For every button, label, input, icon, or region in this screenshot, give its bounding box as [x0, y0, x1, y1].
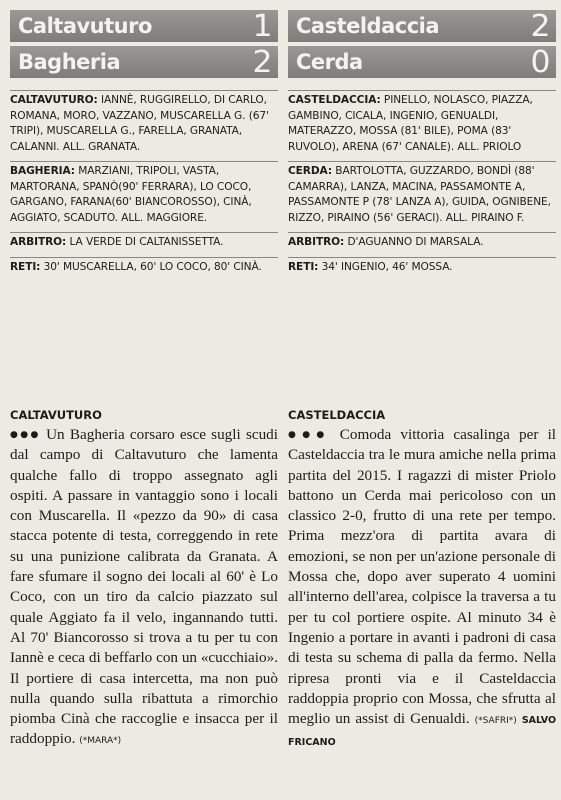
- away-lineup-label: BAGHERIA:: [10, 165, 75, 177]
- away-team-name: Cerda: [296, 50, 363, 74]
- away-lineup: [288, 162, 556, 226]
- home-team-score: 1: [252, 8, 273, 44]
- away-team-score: 2: [252, 44, 273, 80]
- referee-label: ARBITRO:: [288, 236, 345, 248]
- article-credit: (*SAFRI*): [474, 716, 517, 727]
- goals: [288, 258, 556, 276]
- scoreboard-away-row: [288, 46, 556, 78]
- referee-label: ARBITRO:: [10, 236, 67, 248]
- bullet-dots-icon: ●●●: [10, 430, 41, 440]
- article-heading: CALTAVUTURO: [10, 408, 102, 422]
- goals-text: 34' INGENIO, 46' MOSSA.: [321, 260, 453, 273]
- goals-label: RETI:: [10, 260, 41, 273]
- referee: [288, 233, 556, 251]
- home-lineup: [288, 91, 556, 155]
- referee-text: D'AGUANNO DI MARSALA.: [347, 236, 484, 248]
- referee: [10, 233, 278, 251]
- goals-text: 30' MUSCARELLA, 60' LO COCO, 80' CINÀ.: [43, 260, 262, 273]
- match-caltavuturo-bagheria: [10, 0, 278, 275]
- referee-text: LA VERDE DI CALTANISSETTA.: [69, 236, 224, 248]
- article-body: [10, 425, 278, 752]
- goals-label: RETI:: [288, 260, 319, 273]
- home-team-score: 2: [530, 8, 551, 44]
- away-lineup-text: BARTOLOTTA, GUZZARDO, BONDÌ (88' CAMARRA), LANZA, MACINA, PASSAMONTE A, PASSAMONTE P (78' LANZA A), GUIDA, OGNIBENE, RIZZO, PIRAINO (56' GERACI). ALL. PIRAINO F.: [288, 165, 551, 224]
- match-casteldaccia-cerda: [288, 0, 556, 275]
- goals: [10, 258, 278, 276]
- scoreboard-away-row: [10, 46, 278, 78]
- home-lineup-text: PINELLO, NOLASCO, PIAZZA, GAMBINO, CICALA, INGENIO, GENUALDI, MATERAZZO, MOSSA (81' BILE), POMA (83' RUVOLO), ARENA (67' CANALE). ALL. PRIOLO: [288, 94, 533, 153]
- scoreboard-home-row: [288, 10, 556, 42]
- away-lineup-label: CERDA:: [288, 165, 332, 177]
- home-lineup-text: IANNÈ, RUGGIRELLO, DI CARLO, ROMANA, MORO, VAZZANO, MUSCARELLA G. (67' TRIPI), MUSCARELLA G., FARELLA, GRANATA, CALANNI. ALL. GRANATA.: [10, 94, 269, 153]
- article-text: Un Bagheria corsaro esce sugli scudi dal campo di Caltavuturo che lamenta qualche fallo di troppo assegnato agli ospiti. A passare in vantaggio sono i locali con Muscarella. Il «pezzo da 90» di casa stacca potente di testa, correggendo in rete su una punizione calibrata da Granata. A fare sfumare il sogno dei locali al 60' è Lo Coco, con un tiro da calcio piazzato sul quale Aggiato fa il velo, ingannando tutti. Al 70' Biancorosso si trova a tu per tu con Iannè e ceca di beffarlo con un «cucchiaio». Il portiere di casa intercetta, ma non può nulla quando sulla ribattuta a rimorchio piomba Cinà che raccoglie e insacca per il raddoppio.: [10, 426, 279, 748]
- article-body: [288, 425, 556, 754]
- article-casteldaccia: [288, 408, 556, 754]
- away-team-name: Bagheria: [18, 50, 121, 74]
- home-lineup-label: CASTELDACCIA:: [288, 94, 381, 106]
- home-lineup: [10, 91, 278, 155]
- home-team-name: Casteldaccia: [296, 14, 440, 38]
- away-lineup-text: MARZIANI, TRIPOLI, VASTA, MARTORANA, SPANÒ(90' FERRARA), LO COCO, GARGANO, FARANA(60' BIANCOROSSO), CINÀ, AGGIATO, SCADUTO. ALL. MAGGIORE.: [10, 165, 252, 224]
- home-lineup-label: CALTAVUTURO:: [10, 94, 98, 106]
- home-team-name: Caltavuturo: [18, 14, 152, 38]
- article-caltavuturo: [10, 408, 278, 752]
- away-lineup: [10, 162, 278, 226]
- scoreboard-home-row: [10, 10, 278, 42]
- article-text: Comoda vittoria casalinga per il Casteldaccia tra le mura amiche nella prima partita del 2015. I ragazzi di mister Priolo battono un Cerda mai pericoloso con un classico 2-0, frutto di una rete per tempo. Prima mezz'ora di partita avara di emozioni, se non per un'azione personale di Mossa che, dopo aver superato 4 uomini all'interno dell'area, colpisce la traversa a tu per tu col portiere ospite. Al minuto 34 è Ingenio a portare in avanti i padroni di casa di testa su schema di palla da fermo. Nella ripresa pronti via e il Casteldaccia raddoppia proprio con Mossa, che sfrutta al meglio un assist di Genualdi.: [288, 426, 557, 728]
- article-byline: SALVO FRICANO: [288, 715, 557, 749]
- article-credit: (*MARA*): [79, 736, 122, 747]
- bullet-dots-icon: ●●●: [288, 430, 331, 440]
- article-heading: CASTELDACCIA: [288, 408, 386, 422]
- away-team-score: 0: [530, 44, 551, 80]
